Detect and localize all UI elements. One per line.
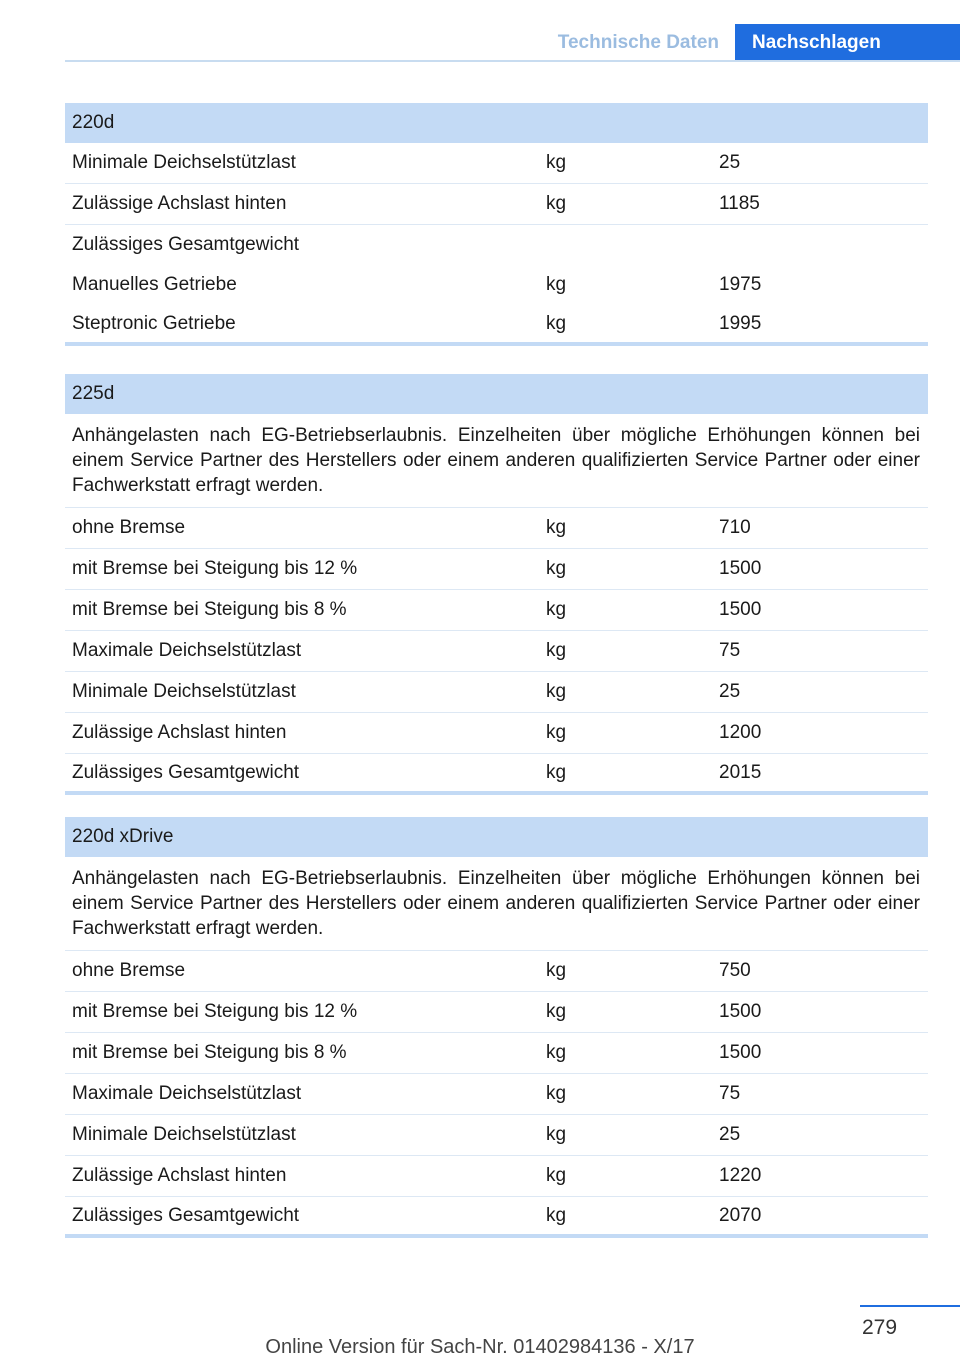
table-row (65, 672, 928, 713)
row-value: 2015 (719, 762, 762, 783)
row-label: Zulässiges Gesamtgewicht (72, 762, 300, 783)
row-unit: kg (546, 681, 567, 702)
section-note: Anhängelasten nach EG-Betriebserlaubnis. Einzelheiten über mögliche Erhöhungen können bei einem Service Partner des Herstellers oder einem anderen qualifizierten Service Partner oder einer Fachwerkstatt erfragt werden. (65, 414, 928, 508)
row-unit: kg (546, 762, 567, 783)
row-unit: kg (546, 558, 567, 579)
row-unit: kg (546, 1124, 567, 1145)
table-row (65, 1033, 928, 1074)
table-row (65, 713, 928, 754)
table-225d (65, 374, 928, 795)
row-value: 750 (719, 960, 751, 981)
row-label: Manuelles Getriebe (72, 274, 237, 295)
table-220d-xdrive (65, 817, 928, 1238)
row-value: 1500 (719, 1042, 762, 1063)
table-220d (65, 103, 928, 346)
tab-nachschlagen[interactable]: Nachschlagen (735, 24, 960, 62)
section-title: 220d xDrive (65, 817, 928, 857)
row-label: ohne Bremse (72, 960, 186, 981)
table-row (65, 590, 928, 631)
header-divider (65, 60, 960, 62)
row-value: 25 (719, 681, 741, 702)
row-unit: kg (546, 1083, 567, 1104)
table-row (65, 631, 928, 672)
row-label: Minimale Deichselstützlast (72, 1124, 296, 1145)
table-row (65, 225, 928, 265)
row-unit: kg (546, 193, 567, 214)
footer-text: Online Version für Sach-Nr. 01402984136 - X/17 (265, 1336, 695, 1358)
table-row (65, 184, 928, 225)
row-label: Minimale Deichselstützlast (72, 681, 296, 702)
table-row (65, 143, 928, 184)
row-label: Minimale Deichselstützlast (72, 152, 296, 173)
table-row (65, 305, 928, 346)
row-label: Steptronic Getriebe (72, 313, 236, 334)
row-value: 1500 (719, 558, 762, 579)
row-label: Zulässige Achslast hinten (72, 1165, 287, 1186)
tab-technische-daten[interactable]: Technische Daten (557, 32, 719, 53)
row-label: ohne Bremse (72, 517, 186, 538)
row-unit: kg (546, 960, 567, 981)
row-label: Maximale Deichselstützlast (72, 640, 302, 661)
page-header (65, 24, 960, 62)
row-value: 710 (719, 517, 751, 538)
row-label: mit Bremse bei Steigung bis 12 % (72, 1001, 358, 1022)
row-value: 1500 (719, 599, 762, 620)
row-label: Maximale Deichselstützlast (72, 1083, 302, 1104)
row-value: 1185 (719, 193, 760, 214)
row-value: 1200 (719, 722, 762, 743)
table-row (65, 265, 928, 305)
row-unit: kg (546, 640, 567, 661)
row-unit: kg (546, 722, 567, 743)
page-number: 279 (862, 1316, 898, 1339)
row-label: mit Bremse bei Steigung bis 12 % (72, 558, 358, 579)
row-value: 25 (719, 152, 741, 173)
row-unit: kg (546, 1205, 567, 1226)
table-row (65, 508, 928, 549)
table-row (65, 549, 928, 590)
row-value: 75 (719, 1083, 741, 1104)
row-value: 75 (719, 640, 741, 661)
row-unit: kg (546, 1001, 567, 1022)
section-note: Anhängelasten nach EG-Betriebserlaubnis. Einzelheiten über mögliche Erhöhungen können bei einem Service Partner des Herstellers oder einem anderen qualifizierten Service Partner oder einer Fachwerkstatt erfragt werden. (65, 857, 928, 951)
row-value: 1500 (719, 1001, 762, 1022)
table-row (65, 1074, 928, 1115)
table-row (65, 1156, 928, 1197)
row-label: Zulässige Achslast hinten (72, 722, 287, 743)
row-unit: kg (546, 152, 567, 173)
row-label: Zulässige Achslast hinten (72, 193, 287, 214)
row-label: Zulässiges Gesamtgewicht (72, 1205, 300, 1226)
footer-divider (860, 1305, 960, 1307)
table-row (65, 754, 928, 795)
row-unit: kg (546, 1165, 567, 1186)
row-unit: kg (546, 517, 567, 538)
table-row (65, 1115, 928, 1156)
table-row (65, 992, 928, 1033)
row-unit: kg (546, 313, 567, 334)
row-value: 1220 (719, 1165, 762, 1186)
row-value: 1975 (719, 274, 762, 295)
row-unit: kg (546, 274, 567, 295)
row-label: mit Bremse bei Steigung bis 8 % (72, 1042, 347, 1063)
row-value: 1995 (719, 313, 762, 334)
row-label: Zulässiges Gesamtgewicht (72, 234, 300, 255)
table-row (65, 1197, 928, 1238)
row-unit: kg (546, 1042, 567, 1063)
table-row (65, 951, 928, 992)
row-unit: kg (546, 599, 567, 620)
section-title: 220d (65, 103, 928, 143)
row-value: 2070 (719, 1205, 762, 1226)
row-value: 25 (719, 1124, 741, 1145)
row-label: mit Bremse bei Steigung bis 8 % (72, 599, 347, 620)
section-title: 225d (65, 374, 928, 414)
